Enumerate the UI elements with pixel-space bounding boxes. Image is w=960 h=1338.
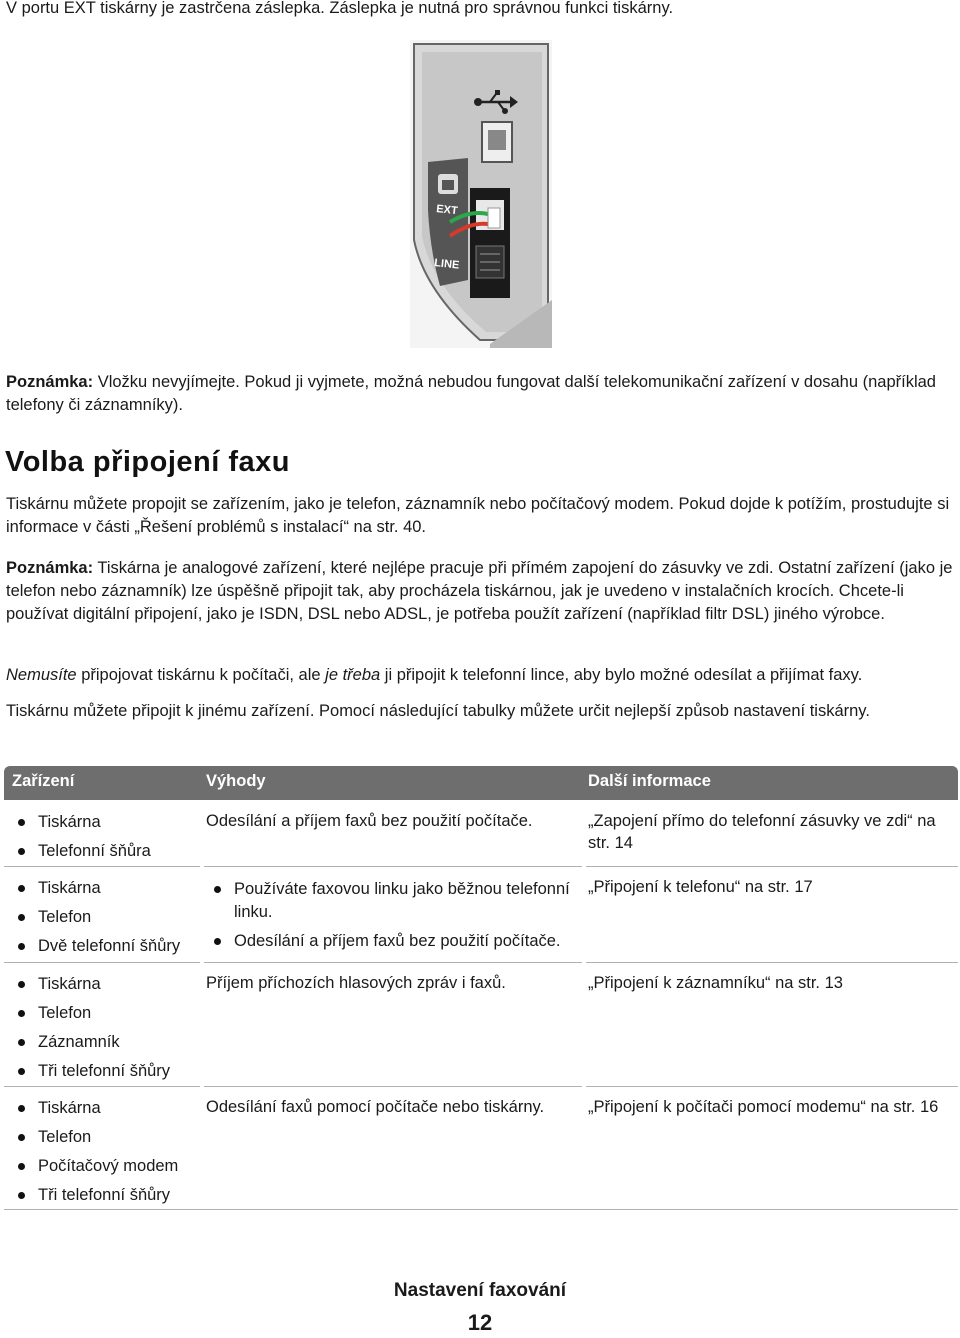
device-list <box>4 970 200 1086</box>
benefit-text: Odesílání faxů pomocí počítače nebo tiskárny. <box>206 1098 545 1116</box>
list-item: Dvě telefonní šňůry <box>4 932 200 961</box>
list-item: Záznamník <box>4 1028 200 1057</box>
list-item: Používáte faxovou linku jako běžnou telefonní linku. <box>200 878 582 924</box>
footer-title: Nastavení faxování <box>393 1280 567 1301</box>
list-item: Telefon <box>4 1123 200 1152</box>
list-item: Tiskárna <box>4 808 200 837</box>
header-info: Další informace <box>588 772 711 790</box>
info-link[interactable]: „Zapojení přímo do telefonní zásuvky ve zdi“ na str. 14 <box>588 812 936 852</box>
header-benefits: Výhody <box>206 772 266 790</box>
paragraph-connect: Tiskárnu můžete propojit se zařízením, jako je telefon, záznamník nebo počítačový modem. Pokud dojde k potížím, prostudujte si informace v části „Řešení problémů s instalací“ na str. 40. <box>6 495 950 536</box>
info-link[interactable]: „Připojení k záznamníku“ na str. 13 <box>588 974 843 992</box>
table-header <box>4 766 958 800</box>
note-label: Poznámka: <box>6 373 94 391</box>
list-item: Telefonní šňůra <box>4 837 200 866</box>
list-item: Tiskárna <box>4 874 200 903</box>
table-row <box>4 1086 958 1210</box>
paragraph-text: ji připojit k telefonní lince, aby bylo možné odesílat a přijímat faxy. <box>380 666 863 684</box>
phone-icon <box>438 174 458 194</box>
list-item: Tři telefonní šňůry <box>4 1057 200 1086</box>
table-row <box>4 962 958 1086</box>
line-label: LINE <box>433 257 460 272</box>
list-item: Tři telefonní šňůry <box>4 1181 200 1210</box>
ext-label: EXT <box>435 203 459 218</box>
list-item: Tiskárna <box>4 970 200 999</box>
emphasis-text: je třeba <box>325 666 381 684</box>
device-list <box>4 808 200 866</box>
note-text: Vložku nevyjímejte. Pokud ji vyjmete, možná nebudou fungovat další telekomunikační zařízení v dosahu (například telefony či záznamníky). <box>6 373 936 414</box>
list-item: Počítačový modem <box>4 1152 200 1181</box>
benefit-list <box>200 878 582 959</box>
list-item: Telefon <box>4 903 200 932</box>
paragraph-phone-line <box>6 664 958 687</box>
note-analog <box>6 557 958 626</box>
info-link[interactable]: „Připojení k telefonu“ na str. 17 <box>588 878 813 896</box>
paragraph-text: připojovat tiskárnu k počítači, ale <box>76 666 326 684</box>
connection-table <box>4 766 958 1210</box>
emphasis-text: Nemusíte <box>6 666 77 684</box>
table-row <box>4 800 958 866</box>
printer-ports-illustration <box>410 40 552 348</box>
header-devices: Zařízení <box>12 772 75 790</box>
benefit-text: Příjem příchozích hlasových zpráv i faxů. <box>206 974 506 992</box>
page-number: 12 <box>467 1310 493 1335</box>
list-item: Tiskárna <box>4 1094 200 1123</box>
list-item: Telefon <box>4 999 200 1028</box>
note-insert <box>6 371 956 417</box>
table-row <box>4 866 958 962</box>
intro-text: V portu EXT tiskárny je zastrčena záslepka. Záslepka je nutná pro správnou funkci tiskárny. <box>6 0 674 17</box>
benefit-text: Odesílání a příjem faxů bez použití počítače. <box>206 812 533 830</box>
note-label: Poznámka: <box>6 559 94 577</box>
section-title: Volba připojení faxu <box>5 446 290 478</box>
info-link[interactable]: „Připojení k počítači pomocí modemu“ na str. 16 <box>588 1098 939 1116</box>
note-text: Tiskárna je analogové zařízení, které nejlépe pracuje při přímém zapojení do zásuvky ve zdi. Ostatní zařízení (jako je telefon nebo záznamník) lze úspěšně připojit tak, aby procházela tiskárnou, jak je uvedeno v instalačních krocích. Chcete-li používat digitální připojení, jako je ISDN, DSL nebo ADSL, je potřeba použít zařízení (například filtr DSL) jiného výrobce. <box>6 559 953 623</box>
paragraph-table-intro: Tiskárnu můžete připojit k jinému zařízení. Pomocí následující tabulky můžete určit nejlepší způsob nastavení tiskárny. <box>6 702 870 720</box>
device-list <box>4 1094 200 1210</box>
list-item: Odesílání a příjem faxů bez použití počítače. <box>200 930 582 953</box>
device-list <box>4 874 200 961</box>
